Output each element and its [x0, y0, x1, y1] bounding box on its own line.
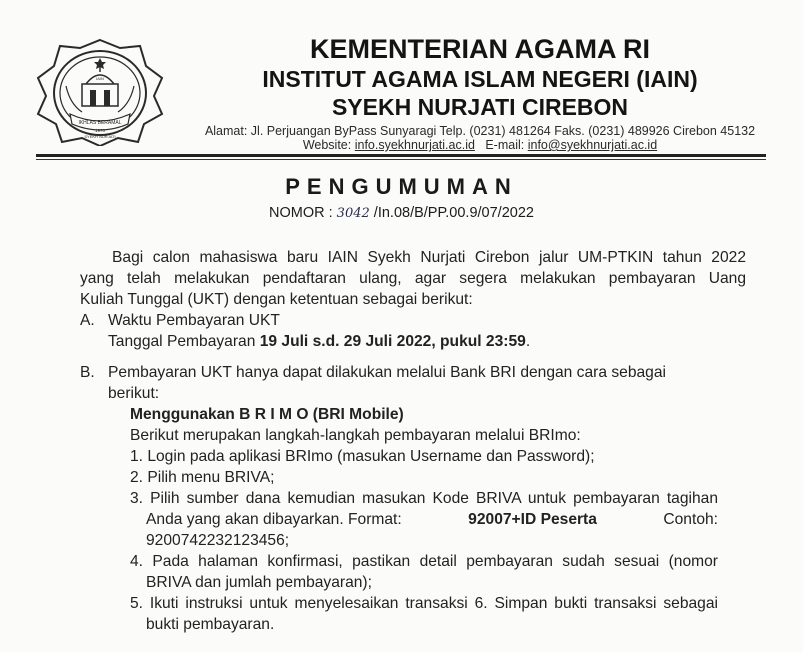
announcement-title: PENGUMUMAN: [285, 174, 518, 199]
intro-line-3: Kuliah Tunggal (UKT) dengan ketentuan sebagai berikut:: [80, 291, 473, 308]
nomor-handwritten: 3042: [336, 206, 370, 221]
section-b-line-2: berikut:: [108, 385, 160, 402]
payment-period: 19 Juli s.d. 29 Juli 2022, pukul 23:59: [259, 333, 526, 350]
section-a-date-line: [108, 332, 530, 352]
section-a-marker: A.: [80, 312, 95, 329]
step-1: 1. Login pada aplikasi BRImo (masukan Username dan Password);: [130, 448, 595, 465]
section-b-line-1: Pembayaran UKT hanya dapat dilakukan melalui Bank BRI dengan cara sebagai: [108, 364, 666, 381]
step-2: 2. Pilih menu BRIVA;: [130, 469, 275, 486]
step-4-line-2: BRIVA dan jumlah pembayaran);: [146, 574, 372, 591]
seal-top-text: IAIN: [96, 76, 104, 81]
nomor-code: /In.08/B/PP.00.9/07/2022: [373, 205, 534, 221]
section-b-marker: B.: [80, 364, 95, 381]
brimo-heading-text: Menggunakan B R I M O (BRI Mobile): [130, 406, 404, 423]
announcement-number: [0, 205, 803, 221]
step-3-line-3: 9200742232123456;: [146, 532, 290, 549]
letterhead-rule-thin: [36, 159, 766, 160]
intro-line-2: yang telah melakukan pendaftaran ulang, agar segera melakukan pembayaran Uang: [80, 270, 746, 287]
iain-seal-logo: [30, 38, 170, 146]
website-link[interactable]: info.syekhnurjati.ac.id: [354, 138, 475, 152]
email-label: E-mail:: [485, 138, 525, 152]
address-line: Alamat: Jl. Perjuangan ByPass Sunyaragi Telp. (0231) 481264 Faks. (0231) 489926 Cirebon 45132: [204, 124, 756, 138]
website-label: Website:: [302, 138, 352, 152]
section-a-title: Waktu Pembayaran UKT: [108, 312, 280, 329]
step-3-format: 92007+ID Peserta: [468, 511, 597, 528]
ministry-name: KEMENTERIAN AGAMA RI: [310, 34, 650, 64]
contact-line: [190, 138, 770, 152]
email-link[interactable]: info@syekhnurjati.ac.id: [527, 138, 658, 152]
step-3-format-prefix: Anda yang akan dibayarkan. Format:: [146, 511, 402, 528]
seal-year-text: 1970: [94, 128, 106, 133]
step-5-line-1: 5. Ikuti instruksi untuk menyelesaikan transaksi 6. Simpan bukti transaksi sebagai: [130, 595, 718, 612]
step-3-line-2: [146, 510, 718, 530]
seal-bottom-text: SYEKH NURJATI: [84, 134, 116, 139]
date-prefix: Tanggal Pembayaran: [108, 333, 256, 350]
step-3-line-1: 3. Pilih sumber dana kemudian masukan Kode BRIVA untuk pembayaran tagihan: [130, 490, 718, 507]
step-5-line-2: bukti pembayaran.: [146, 616, 275, 633]
letterhead-rule-thick: [36, 154, 766, 157]
institute-name: INSTITUT AGAMA ISLAM NEGERI (IAIN): [262, 66, 698, 92]
step-4-line-1: 4. Pada halaman konfirmasi, pastikan detail pembayaran sudah sesuai (nomor: [130, 553, 718, 570]
nomor-label: NOMOR :: [269, 205, 333, 221]
steps-intro: Berikut merupakan langkah-langkah pembayaran melalui BRImo:: [130, 427, 581, 444]
seal-ribbon-text: IKHLAS BERAMAL: [78, 120, 122, 126]
date-suffix: .: [525, 333, 531, 350]
step-3-example-label: Contoh:: [663, 511, 718, 528]
intro-line-1: Bagi calon mahasiswa baru IAIN Syekh Nurjati Cirebon jalur UM-PTKIN tahun 2022: [112, 249, 746, 266]
campus-name: SYEKH NURJATI CIREBON: [331, 94, 629, 120]
brimo-heading: [130, 405, 404, 425]
